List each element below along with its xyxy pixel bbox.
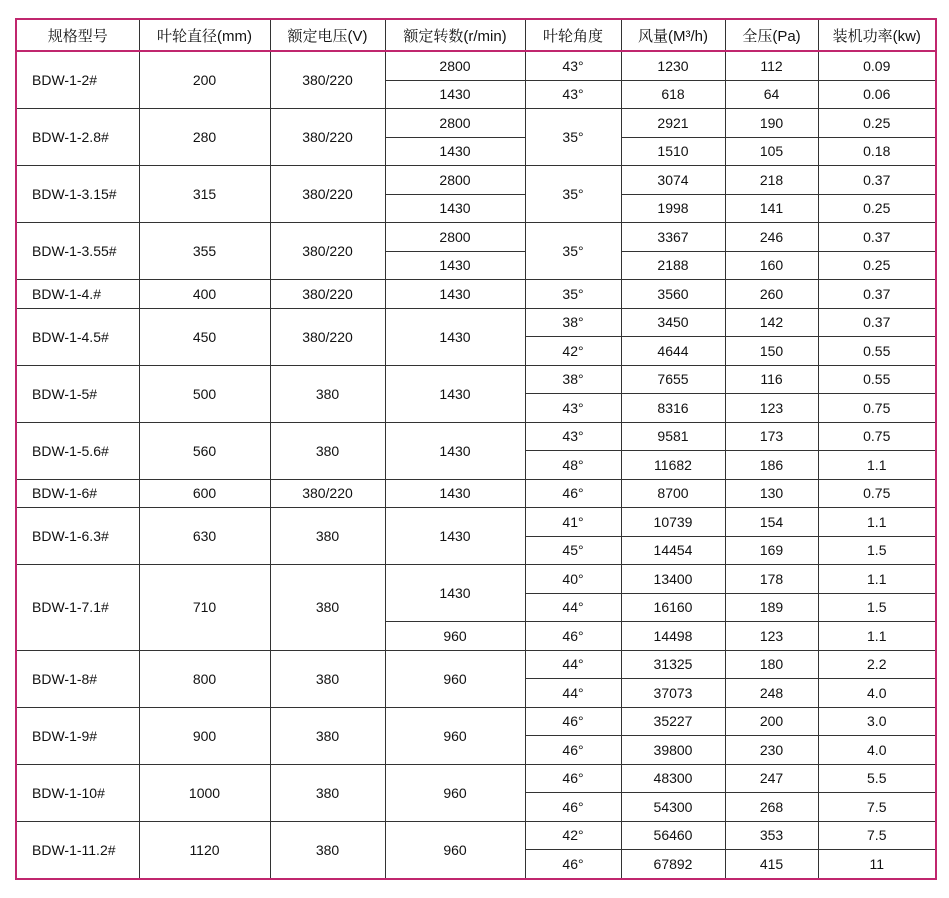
power-cell: 1.1	[818, 565, 936, 594]
diameter-cell: 900	[139, 707, 270, 764]
diameter-cell: 600	[139, 479, 270, 508]
speed-cell: 960	[385, 821, 525, 879]
pressure-cell: 141	[725, 194, 818, 223]
power-cell: 0.06	[818, 80, 936, 109]
angle-cell: 43°	[525, 51, 621, 80]
diameter-cell: 450	[139, 308, 270, 365]
header-pressure: 全压(Pa)	[725, 19, 818, 51]
diameter-cell: 630	[139, 508, 270, 565]
power-cell: 0.55	[818, 365, 936, 394]
pressure-cell: 142	[725, 308, 818, 337]
pressure-cell: 105	[725, 137, 818, 166]
pressure-cell: 190	[725, 109, 818, 138]
power-cell: 0.75	[818, 479, 936, 508]
table-row	[16, 223, 936, 252]
power-cell: 0.18	[818, 137, 936, 166]
model-cell: BDW-1-4.#	[16, 280, 139, 309]
angle-cell: 42°	[525, 337, 621, 366]
pressure-cell: 218	[725, 166, 818, 195]
angle-cell: 43°	[525, 422, 621, 451]
power-cell: 1.1	[818, 508, 936, 537]
spec-body	[16, 51, 936, 879]
voltage-cell: 380/220	[270, 51, 385, 109]
pressure-cell: 353	[725, 821, 818, 850]
voltage-cell: 380/220	[270, 166, 385, 223]
fan-spec-table	[15, 18, 937, 880]
speed-cell: 960	[385, 764, 525, 821]
diameter-cell: 1120	[139, 821, 270, 879]
pressure-cell: 130	[725, 479, 818, 508]
header-speed: 额定转数(r/min)	[385, 19, 525, 51]
angle-cell: 41°	[525, 508, 621, 537]
voltage-cell: 380	[270, 650, 385, 707]
angle-cell: 44°	[525, 593, 621, 622]
angle-cell: 38°	[525, 365, 621, 394]
header-power: 装机功率(kw)	[818, 19, 936, 51]
angle-cell: 35°	[525, 109, 621, 166]
speed-cell: 1430	[385, 194, 525, 223]
airflow-cell: 8700	[621, 479, 725, 508]
pressure-cell: 173	[725, 422, 818, 451]
table-row	[16, 479, 936, 508]
voltage-cell: 380/220	[270, 223, 385, 280]
voltage-cell: 380	[270, 764, 385, 821]
power-cell: 3.0	[818, 707, 936, 736]
pressure-cell: 123	[725, 622, 818, 651]
airflow-cell: 37073	[621, 679, 725, 708]
airflow-cell: 3074	[621, 166, 725, 195]
speed-cell: 2800	[385, 166, 525, 195]
power-cell: 0.25	[818, 194, 936, 223]
pressure-cell: 248	[725, 679, 818, 708]
pressure-cell: 150	[725, 337, 818, 366]
airflow-cell: 3560	[621, 280, 725, 309]
pressure-cell: 116	[725, 365, 818, 394]
angle-cell: 46°	[525, 707, 621, 736]
speed-cell: 2800	[385, 109, 525, 138]
model-cell: BDW-1-4.5#	[16, 308, 139, 365]
airflow-cell: 2188	[621, 251, 725, 280]
header-voltage: 额定电压(V)	[270, 19, 385, 51]
diameter-cell: 200	[139, 51, 270, 109]
table-row	[16, 565, 936, 594]
pressure-cell: 260	[725, 280, 818, 309]
speed-cell: 960	[385, 707, 525, 764]
pressure-cell: 246	[725, 223, 818, 252]
pressure-cell: 189	[725, 593, 818, 622]
angle-cell: 35°	[525, 166, 621, 223]
angle-cell: 38°	[525, 308, 621, 337]
pressure-cell: 160	[725, 251, 818, 280]
airflow-cell: 16160	[621, 593, 725, 622]
pressure-cell: 247	[725, 764, 818, 793]
airflow-cell: 48300	[621, 764, 725, 793]
diameter-cell: 560	[139, 422, 270, 479]
diameter-cell: 315	[139, 166, 270, 223]
angle-cell: 43°	[525, 394, 621, 423]
voltage-cell: 380	[270, 422, 385, 479]
model-cell: BDW-1-2.8#	[16, 109, 139, 166]
angle-cell: 48°	[525, 451, 621, 480]
voltage-cell: 380/220	[270, 479, 385, 508]
model-cell: BDW-1-5#	[16, 365, 139, 422]
airflow-cell: 14454	[621, 536, 725, 565]
header-row	[16, 19, 936, 51]
diameter-cell: 800	[139, 650, 270, 707]
pressure-cell: 200	[725, 707, 818, 736]
diameter-cell: 280	[139, 109, 270, 166]
voltage-cell: 380	[270, 365, 385, 422]
pressure-cell: 186	[725, 451, 818, 480]
voltage-cell: 380	[270, 508, 385, 565]
airflow-cell: 618	[621, 80, 725, 109]
table-row	[16, 707, 936, 736]
airflow-cell: 10739	[621, 508, 725, 537]
pressure-cell: 230	[725, 736, 818, 765]
model-cell: BDW-1-6.3#	[16, 508, 139, 565]
airflow-cell: 1230	[621, 51, 725, 80]
angle-cell: 42°	[525, 821, 621, 850]
pressure-cell: 178	[725, 565, 818, 594]
speed-cell: 1430	[385, 365, 525, 422]
table-row	[16, 764, 936, 793]
table-row	[16, 650, 936, 679]
model-cell: BDW-1-9#	[16, 707, 139, 764]
power-cell: 0.25	[818, 109, 936, 138]
speed-cell: 2800	[385, 51, 525, 80]
model-cell: BDW-1-10#	[16, 764, 139, 821]
airflow-cell: 35227	[621, 707, 725, 736]
speed-cell: 1430	[385, 251, 525, 280]
diameter-cell: 355	[139, 223, 270, 280]
power-cell: 2.2	[818, 650, 936, 679]
speed-cell: 960	[385, 622, 525, 651]
voltage-cell: 380/220	[270, 109, 385, 166]
header-diameter: 叶轮直径(mm)	[139, 19, 270, 51]
pressure-cell: 169	[725, 536, 818, 565]
airflow-cell: 31325	[621, 650, 725, 679]
angle-cell: 46°	[525, 850, 621, 879]
table-row	[16, 109, 936, 138]
header-model: 规格型号	[16, 19, 139, 51]
diameter-cell: 500	[139, 365, 270, 422]
angle-cell: 46°	[525, 793, 621, 822]
speed-cell: 1430	[385, 479, 525, 508]
power-cell: 0.37	[818, 223, 936, 252]
speed-cell: 1430	[385, 422, 525, 479]
pressure-cell: 154	[725, 508, 818, 537]
header-angle: 叶轮角度	[525, 19, 621, 51]
power-cell: 7.5	[818, 793, 936, 822]
angle-cell: 45°	[525, 536, 621, 565]
airflow-cell: 11682	[621, 451, 725, 480]
power-cell: 1.1	[818, 622, 936, 651]
power-cell: 0.37	[818, 166, 936, 195]
airflow-cell: 1998	[621, 194, 725, 223]
power-cell: 1.1	[818, 451, 936, 480]
speed-cell: 1430	[385, 308, 525, 365]
speed-cell: 960	[385, 650, 525, 707]
pressure-cell: 123	[725, 394, 818, 423]
header-airflow: 风量(M³/h)	[621, 19, 725, 51]
speed-cell: 1430	[385, 137, 525, 166]
model-cell: BDW-1-7.1#	[16, 565, 139, 651]
angle-cell: 46°	[525, 479, 621, 508]
table-row	[16, 365, 936, 394]
pressure-cell: 112	[725, 51, 818, 80]
speed-cell: 1430	[385, 280, 525, 309]
diameter-cell: 400	[139, 280, 270, 309]
airflow-cell: 56460	[621, 821, 725, 850]
airflow-cell: 3450	[621, 308, 725, 337]
model-cell: BDW-1-3.55#	[16, 223, 139, 280]
voltage-cell: 380/220	[270, 308, 385, 365]
angle-cell: 35°	[525, 223, 621, 280]
model-cell: BDW-1-3.15#	[16, 166, 139, 223]
power-cell: 0.55	[818, 337, 936, 366]
airflow-cell: 4644	[621, 337, 725, 366]
angle-cell: 44°	[525, 679, 621, 708]
angle-cell: 46°	[525, 622, 621, 651]
model-cell: BDW-1-6#	[16, 479, 139, 508]
airflow-cell: 9581	[621, 422, 725, 451]
airflow-cell: 8316	[621, 394, 725, 423]
airflow-cell: 54300	[621, 793, 725, 822]
model-cell: BDW-1-8#	[16, 650, 139, 707]
power-cell: 11	[818, 850, 936, 879]
angle-cell: 46°	[525, 736, 621, 765]
airflow-cell: 67892	[621, 850, 725, 879]
power-cell: 0.09	[818, 51, 936, 80]
diameter-cell: 1000	[139, 764, 270, 821]
angle-cell: 44°	[525, 650, 621, 679]
angle-cell: 46°	[525, 764, 621, 793]
table-row	[16, 422, 936, 451]
table-row	[16, 280, 936, 309]
angle-cell: 35°	[525, 280, 621, 309]
model-cell: BDW-1-5.6#	[16, 422, 139, 479]
table-row	[16, 821, 936, 850]
power-cell: 7.5	[818, 821, 936, 850]
voltage-cell: 380	[270, 565, 385, 651]
airflow-cell: 14498	[621, 622, 725, 651]
power-cell: 4.0	[818, 679, 936, 708]
power-cell: 0.75	[818, 422, 936, 451]
voltage-cell: 380/220	[270, 280, 385, 309]
pressure-cell: 268	[725, 793, 818, 822]
speed-cell: 2800	[385, 223, 525, 252]
speed-cell: 1430	[385, 80, 525, 109]
diameter-cell: 710	[139, 565, 270, 651]
angle-cell: 43°	[525, 80, 621, 109]
pressure-cell: 180	[725, 650, 818, 679]
power-cell: 0.25	[818, 251, 936, 280]
table-row	[16, 51, 936, 80]
pressure-cell: 415	[725, 850, 818, 879]
angle-cell: 40°	[525, 565, 621, 594]
power-cell: 0.37	[818, 280, 936, 309]
airflow-cell: 7655	[621, 365, 725, 394]
table-row	[16, 308, 936, 337]
airflow-cell: 13400	[621, 565, 725, 594]
power-cell: 1.5	[818, 536, 936, 565]
power-cell: 4.0	[818, 736, 936, 765]
power-cell: 0.75	[818, 394, 936, 423]
voltage-cell: 380	[270, 821, 385, 879]
voltage-cell: 380	[270, 707, 385, 764]
speed-cell: 1430	[385, 565, 525, 622]
airflow-cell: 2921	[621, 109, 725, 138]
pressure-cell: 64	[725, 80, 818, 109]
power-cell: 5.5	[818, 764, 936, 793]
model-cell: BDW-1-2#	[16, 51, 139, 109]
power-cell: 0.37	[818, 308, 936, 337]
table-row	[16, 166, 936, 195]
model-cell: BDW-1-11.2#	[16, 821, 139, 879]
table-row	[16, 508, 936, 537]
speed-cell: 1430	[385, 508, 525, 565]
airflow-cell: 1510	[621, 137, 725, 166]
airflow-cell: 3367	[621, 223, 725, 252]
airflow-cell: 39800	[621, 736, 725, 765]
power-cell: 1.5	[818, 593, 936, 622]
